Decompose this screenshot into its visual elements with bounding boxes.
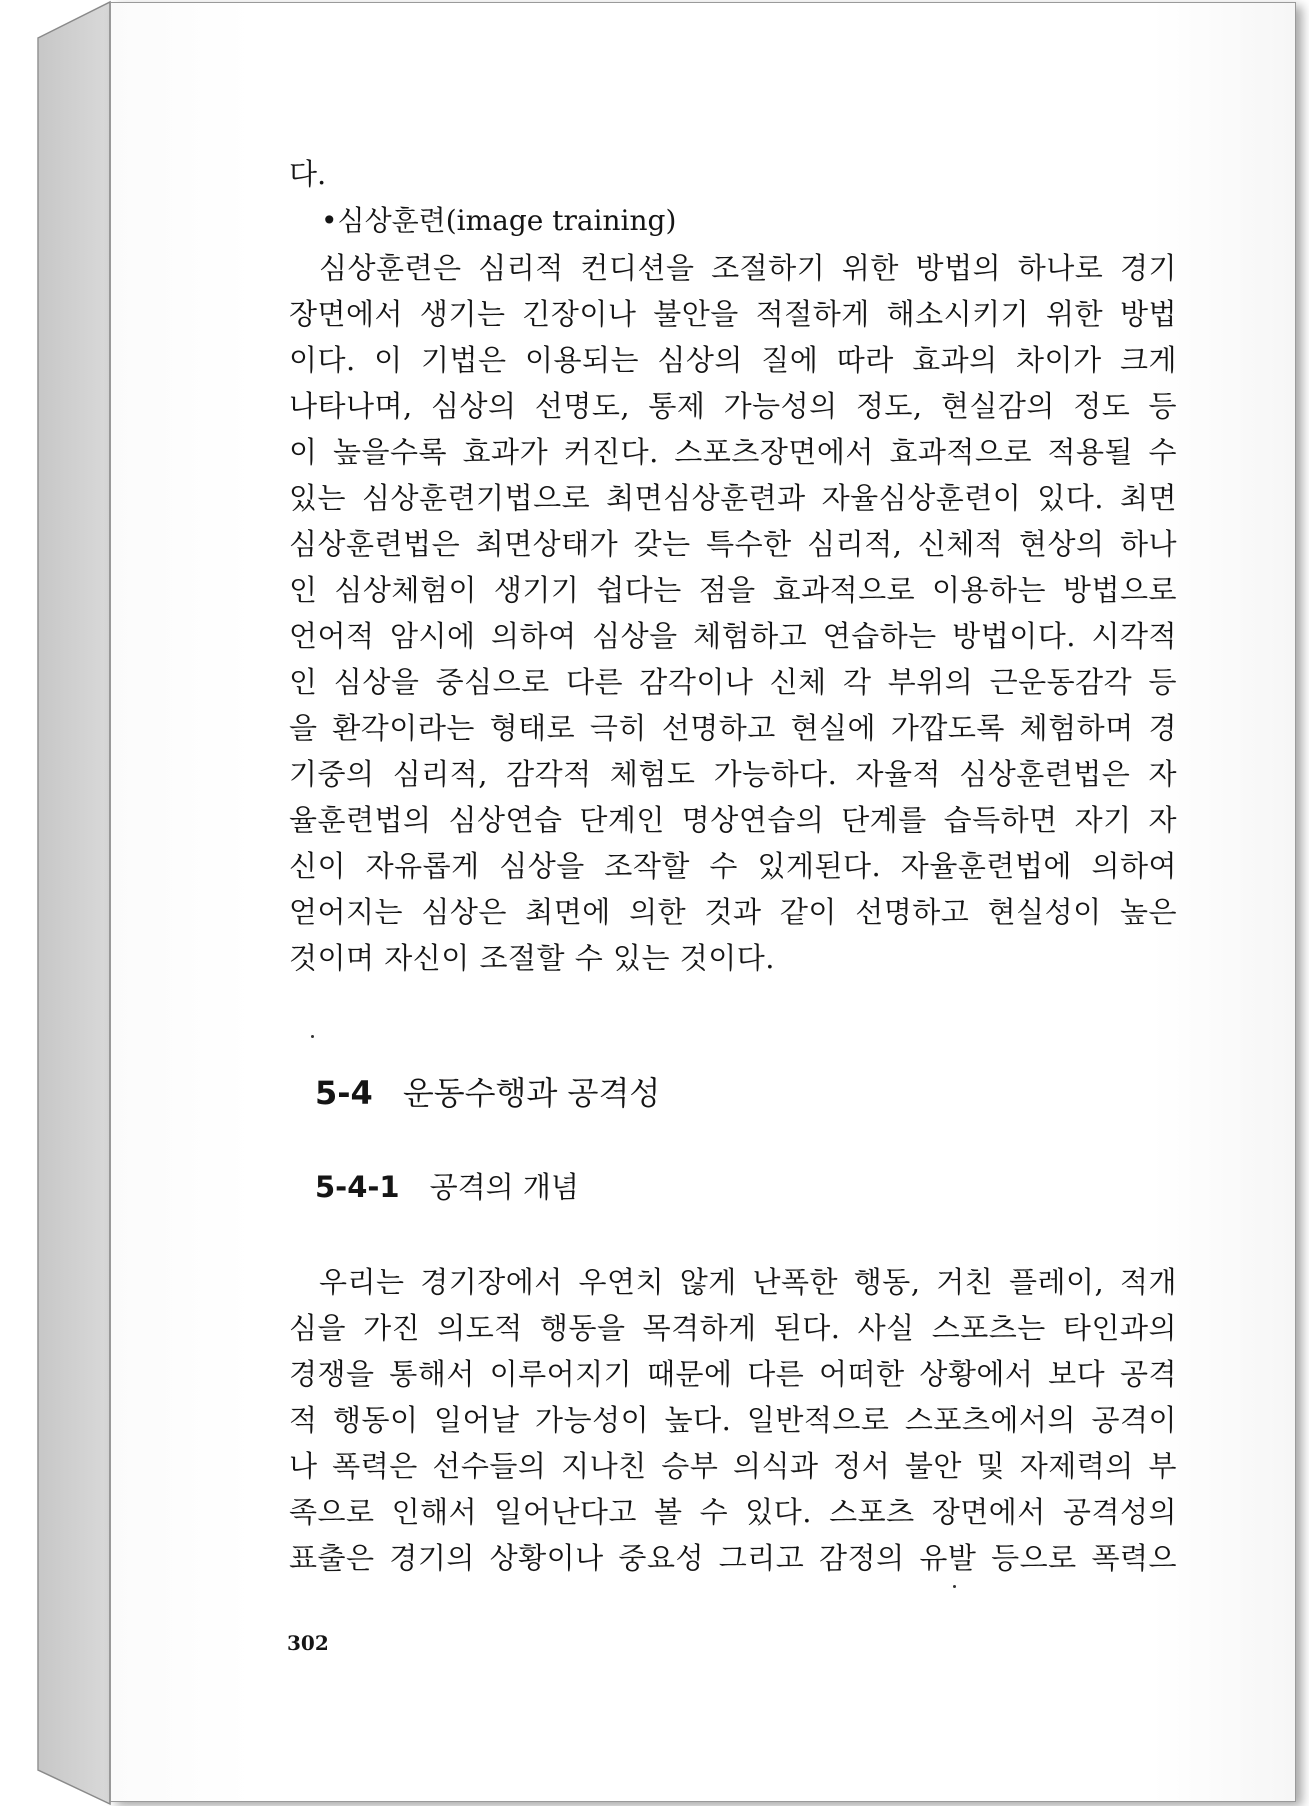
paragraph-line: 족으로 인해서 일어난다고 볼 수 있다. 스포츠 장면에서 공격성의 — [289, 1495, 1177, 1529]
paragraph-line: 을 환각이라는 형태로 극히 선명하고 현실에 가깝도록 체험하며 경 — [289, 711, 1177, 745]
section-title: 운동수행과 공격성 — [402, 1074, 661, 1112]
paragraph-line: 것이며 자신이 조절할 수 있는 것이다. — [289, 941, 776, 975]
paragraph-line: 있는 심상훈련기법으로 최면심상훈련과 자율심상훈련이 있다. 최면 — [289, 481, 1177, 515]
paragraph-line: 적 행동이 일어날 가능성이 높다. 일반적으로 스포츠에서의 공격이 — [289, 1403, 1177, 1437]
paragraph-line: 기중의 심리적, 감각적 체험도 가능하다. 자율적 심상훈련법은 자 — [289, 757, 1177, 791]
subsection-heading — [315, 1165, 579, 1206]
print-speck — [311, 1035, 314, 1038]
paragraph-line: 경쟁을 통해서 이루어지기 때문에 다른 어떠한 상황에서 보다 공격 — [289, 1357, 1177, 1391]
paragraph-line: 율훈련법의 심상연습 단계인 명상연습의 단계를 습득하면 자기 자 — [289, 803, 1177, 837]
paragraph-line: 얻어지는 심상은 최면에 의한 것과 같이 선명하고 현실성이 높은 — [289, 895, 1177, 929]
paragraph-line: 심을 가진 의도적 행동을 목격하게 된다. 사실 스포츠는 타인과의 — [289, 1311, 1177, 1345]
page-number: 302 — [287, 1631, 329, 1655]
paragraph-aggression-concept — [289, 1259, 1177, 1581]
paragraph-image-training — [289, 245, 1177, 981]
paragraph-line: 신이 자유롭게 심상을 조작할 수 있게된다. 자율훈련법에 의하여 — [289, 849, 1177, 883]
paragraph-line: 인 심상체험이 생기기 쉽다는 점을 효과적으로 이용하는 방법으로 — [289, 573, 1177, 607]
paragraph-line: 언어적 암시에 의하여 심상을 체험하고 연습하는 방법이다. 시각적 — [289, 619, 1177, 653]
subsection-title: •심상훈련(image training) — [321, 204, 677, 237]
paragraph-line: 나 폭력은 선수들의 지나친 승부 의식과 정서 불안 및 자제력의 부 — [289, 1449, 1177, 1483]
subsection-number: 5-4-1 — [315, 1170, 400, 1204]
paragraph-line: 우리는 경기장에서 우연치 않게 난폭한 행동, 거친 플레이, 적개 — [319, 1265, 1177, 1299]
paragraph-line: 이 높을수록 효과가 커진다. 스포츠장면에서 효과적으로 적용될 수 — [289, 435, 1177, 469]
paragraph-line: 이다. 이 기법은 이용되는 심상의 질에 따라 효과의 차이가 크게 — [289, 343, 1177, 377]
paragraph-line: 심상훈련법은 최면상태가 갖는 특수한 심리적, 신체적 현상의 하나 — [289, 527, 1177, 561]
continued-text-fragment: 다. — [289, 157, 327, 191]
section-heading — [315, 1068, 660, 1114]
paragraph-line: 심상훈련은 심리적 컨디션을 조절하기 위한 방법의 하나로 경기 — [319, 251, 1177, 285]
book-page — [110, 2, 1296, 1802]
subsection-heading-title: 공격의 개념 — [429, 1170, 579, 1204]
section-number: 5-4 — [315, 1074, 373, 1112]
print-speck — [953, 1585, 956, 1588]
paragraph-line: 장면에서 생기는 긴장이나 불안을 적절하게 해소시키기 위한 방법 — [289, 297, 1177, 331]
paragraph-line: 나타나며, 심상의 선명도, 통제 가능성의 정도, 현실감의 정도 등 — [289, 389, 1177, 423]
paragraph-line: 표출은 경기의 상황이나 중요성 그리고 감정의 유발 등으로 폭력으 — [289, 1541, 1177, 1575]
paragraph-line: 인 심상을 중심으로 다른 감각이나 신체 각 부위의 근운동감각 등 — [289, 665, 1177, 699]
